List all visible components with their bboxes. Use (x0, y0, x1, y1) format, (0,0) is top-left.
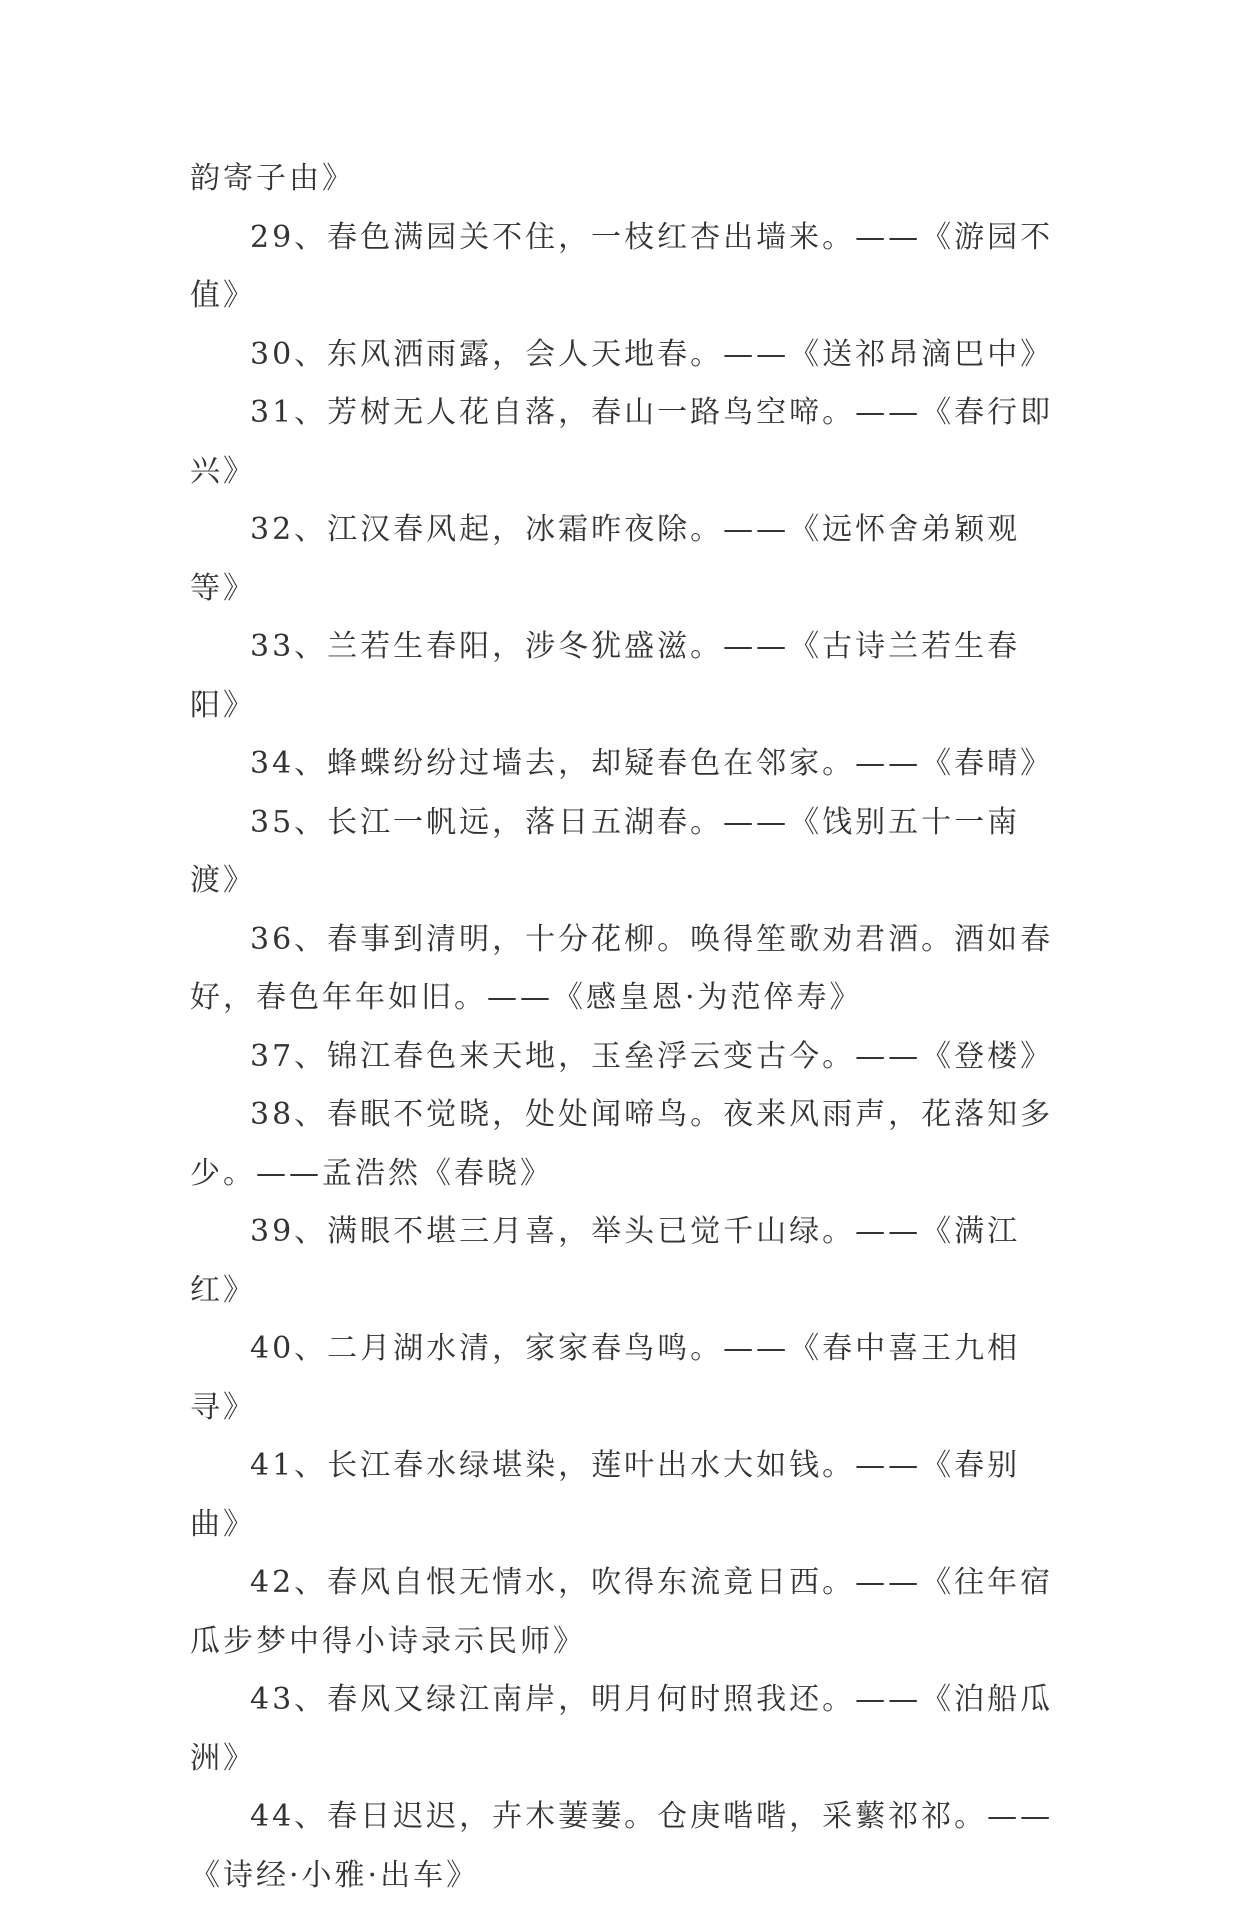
poem-line-29: 29、春色满园关不住，一枝红杏出墙来。——《游园不值》 (190, 219, 1054, 313)
poem-line-30: 30、东风洒雨露，会人天地春。——《送祁昂滴巴中》 (250, 336, 1054, 372)
poem-line-36: 36、春事到清明，十分花柳。唤得笙歌劝君酒。酒如春好，春色年年如旧。——《感皇恩·为范倅寿》 (190, 921, 1054, 1015)
poem-line-42: 42、春风自恨无情水，吹得东流竟日西。——《往年宿瓜步梦中得小诗录示民师》 (190, 1565, 1054, 1659)
poem-line-43: 43、春风又绿江南岸，明月何时照我还。——《泊船瓜洲》 (190, 1682, 1054, 1776)
poem-line-34: 34、蜂蝶纷纷过墙去，却疑春色在邻家。——《春晴》 (250, 746, 1054, 781)
poem-line-33: 33、兰若生春阳，涉冬犹盛滋。——《古诗兰若生春阳》 (190, 629, 1021, 723)
poem-line-31: 31、芳树无人花自落，春山一路鸟空啼。——《春行即兴》 (190, 395, 1054, 489)
poem-line-35: 35、长江一帆远，落日五湖春。——《饯别五十一南渡》 (190, 804, 1021, 898)
poem-line-37: 37、锦江春色来天地，玉垒浮云变古今。——《登楼》 (250, 1038, 1054, 1074)
poem-line-39: 39、满眼不堪三月喜，举头已觉千山绿。——《满江红》 (190, 1214, 1021, 1308)
poem-line-41: 41、长江春水绿堪染，莲叶出水大如钱。——《春别曲》 (190, 1448, 1021, 1542)
continuation-line: 韵寄子由》 (190, 161, 355, 196)
poem-line-32: 32、江汉春风起，冰霜昨夜除。——《远怀舍弟颖观等》 (190, 512, 1021, 606)
document-page (190, 150, 1070, 1905)
poem-line-38: 38、春眠不觉晓，处处闻啼鸟。夜来风雨声，花落知多少。——孟浩然《春晓》 (190, 1097, 1054, 1191)
poem-line-44: 44、春日迟迟，卉木萋萋。仓庚喈喈，采蘩祁祁。——《诗经·小雅·出车》 (190, 1799, 1054, 1893)
poem-line-40: 40、二月湖水清，家家春鸟鸣。——《春中喜王九相寻》 (190, 1331, 1021, 1425)
